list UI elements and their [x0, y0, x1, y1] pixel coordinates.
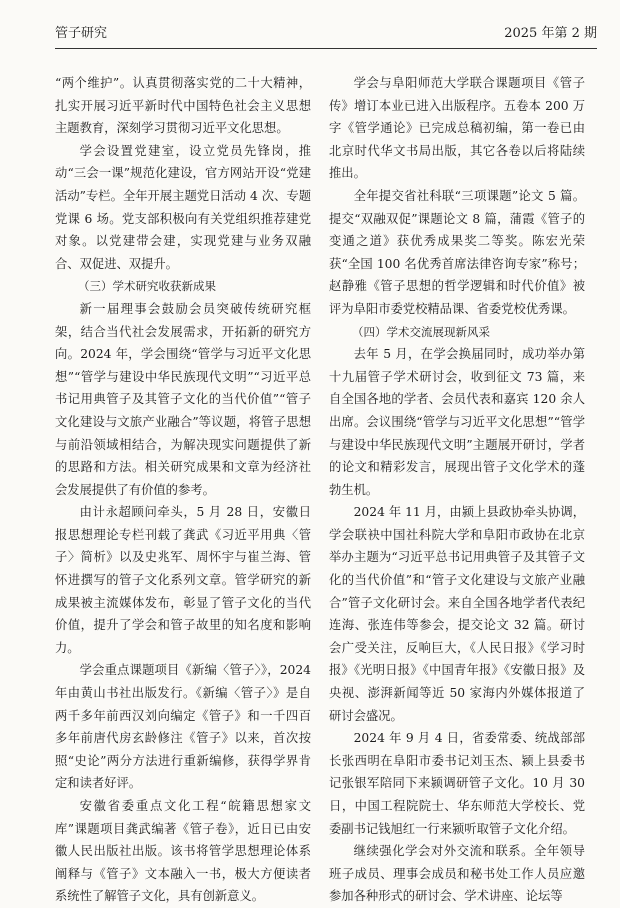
paragraph: 学会设置党建室，设立党员先锋岗，推动“三会一课”规范化建设，官方网站开设“党建活动”专栏。全年开展主题党日活动 4 次、专题党课 6 场。党支部积极向有关党组织推荐建党对象。以党建带会建，实现党建与业务双融合、双促进、双提升。 [55, 143, 311, 271]
paragraph: 学会与阜阳师范大学联合课题项目《管子传》增订本业已进入出版程序。五卷本 200 万字《管学通论》已完成总稿初编，第一卷已由北京时代华文书局出版，其它各卷以后将陆续推出。 [329, 76, 585, 181]
paragraph: 继续强化学会对外交流和联系。全年领导班子成员、理事会成员和秘书处工作人员应邀参加各种形式的研讨会、学术讲座、论坛等 [329, 844, 585, 904]
paragraph: 2024 年 11 月，由颍上县政协牵头协调，学会联袂中国社科院大学和阜阳市政协在北京举办主题为“习近平总书记用典管子及其管子文化的当代价值”和“管子文化建设与文旅产业融合”管子文化研讨会。来自全国各地学者代表纪连海、张连伟等参会，提交论文 32 篇。研讨会广受关注，反响巨大，《人民日报》《学习时报》《光明日报》《中国青年报》《安徽日报》及央视、澎湃新闻等近 50 家海内外媒体报道了研讨会盛况。 [329, 505, 585, 723]
left-column [55, 72, 311, 908]
paragraph: 新一届理事会鼓励会员突破传统研究框架，结合当代社会发展需求，开拓新的研究方向。2024 年，学会围绕“管学与习近平文化思想”“管学与建设中华民族现代文明”“习近平总书记用典管子及其管子文化的当代价值”“管子文化建设与文旅产业融合”等议题，将管子思想与前沿领域相结合，为解决现实问题提供了新的思路和方法。相关研究成果和文章为经济社会发展提供了有价值的参考。 [55, 301, 311, 497]
page-header [55, 26, 597, 49]
paragraph: 2024 年 9 月 4 日，省委常委、统战部部长张西明在阜阳市委书记刘玉杰、颍上县委书记张银军陪同下来颍调研管子文化。10 月 30 日，中国工程院院士、华东师范大学校长、党委副书记钱旭红一行来颍听取管子文化介绍。 [329, 731, 585, 836]
right-column [329, 72, 585, 908]
section-heading: （三）学术研究收获新成果 [78, 279, 216, 294]
paragraph: 安徽省委重点文化工程“皖籍思想家文库”课题项目龚武编著《管子卷》，近日已由安徽人民出版社出版。该书将管学思想理论体系阐释与《管子》文本融入一书，极大方便读者系统性了解管子文化，具有创新意义。 [55, 799, 311, 904]
section-heading: （四）学术交流展现新风采 [352, 324, 490, 339]
paragraph: 全年提交省社科联“三项课题”论文 5 篇。提交“双融双促”课题论文 8 篇，蒲霞《管子的变通之道》获优秀成果奖二等奖。陈宏光荣获“全国 100 名优秀首席法律咨询专家”称号；赵静雅《管子思想的哲学逻辑和时代价值》被评为阜阳市委党校精品课、省委党校优秀课。 [329, 188, 585, 316]
issue-number: 2025 年第 2 期 [504, 26, 597, 41]
paragraph: “两个维护”。认真贯彻落实党的二十大精神，扎实开展习近平新时代中国特色社会主义思想主题教育，深刻学习贯彻习近平文化思想。 [55, 76, 311, 136]
paragraph: 学会重点课题项目《新编〈管子〉》，2024 年由黄山书社出版发行。《新编〈管子〉》是自两千多年前西汉刘向编定《管子》和一千四百多年前唐代房玄龄修注《管子》以来，首次按照“史论”两分方法进行重新编修，获得学界肯定和读者好评。 [55, 663, 311, 791]
paragraph: 由计永超顾问牵头，5 月 28 日，安徽日报思想理论专栏刊载了龚武《习近平用典〈管子〉简析》以及史兆军、周怀宇与崔兰海、管怀进撰写的管子文化系列文章。管学研究的新成果被主流媒体发布，彰显了管子文化的当代价值，提升了学会和管子故里的知名度和影响力。 [55, 505, 311, 655]
paragraph: 去年 5 月，在学会换届同时，成功举办第十九届管子学术研讨会，收到征文 73 篇，来自全国各地的学者、会员代表和嘉宾 120 余人出席。会议围绕“管学与习近平文化思想”“管学与建设中华民族现代文明”主题展开研讨，学者的论文和精彩发言，展现出管子文化学术的蓬勃生机。 [329, 347, 585, 497]
journal-title: 管子研究 [55, 26, 108, 41]
